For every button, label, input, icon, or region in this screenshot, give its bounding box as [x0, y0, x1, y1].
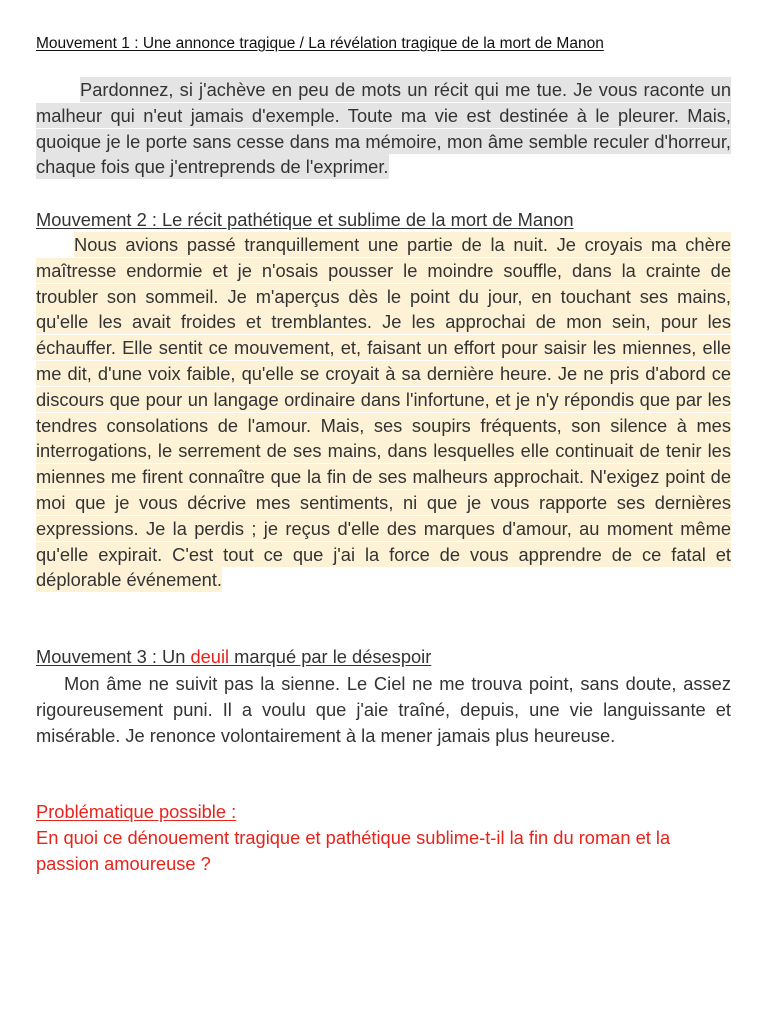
- movement-3-heading-keyword: deuil: [190, 646, 230, 667]
- movement-2-heading: Mouvement 2 : Le récit pathétique et sublime de la mort de Manon: [36, 209, 574, 230]
- movement-3-paragraph: [36, 671, 731, 748]
- movement-3-heading-end: marqué par le désespoir: [229, 646, 432, 667]
- problematique-question: En quoi ce dénouement tragique et pathétique sublime-t-il la fin du roman et la passion amoureuse ?: [36, 827, 671, 874]
- movement-1-paragraph: [36, 77, 731, 180]
- movement-1-heading: Mouvement 1 : Une annonce tragique / La révélation tragique de la mort de Manon: [36, 35, 604, 52]
- problematique-block: [36, 799, 731, 877]
- movement-2-paragraph: [36, 232, 731, 593]
- movement-3-heading-start: Mouvement 3 : Un: [36, 646, 191, 667]
- movement-2-text: Nous avions passé tranquillement une partie de la nuit. Je croyais ma chère maîtresse endormie et je n'osais pousser le moindre souffle, dans la crainte de troubler son sommeil. Je m'aperçus dès le point du jour, en touchant ses mains, qu'elle les avait froides et tremblantes. Je les approchai de mon sein, pour les échauffer. Elle sentit ce mouvement, et, faisant un effort pour saisir les miennes, elle me dit, d'une voix faible, qu'elle se croyait à sa dernière heure. Je ne pris d'abord ce discours que pour un langage ordinaire dans l'infortune, et je n'y répondis que par les tendres consolations de l'amour. Mais, ses soupirs fréquents, son silence à mes interrogations, le serrement de ses mains, dans lesquelles elle continuait de tenir les miennes me firent connaître que la fin de ses malheurs approchait. N'exigez point de moi que je vous décrive mes sentiments, ni que je vous rapporte ses dernières expressions. Je la perdis ; je reçus d'elle des marques d'amour, au moment même qu'elle expirait. C'est tout ce que j'ai la force de vous apprendre de ce fatal et déplorable événement.: [36, 234, 731, 591]
- movement-1-text: Pardonnez, si j'achève en peu de mots un récit qui me tue. Je vous raconte un malheur qui n'eut jamais d'exemple. Toute ma vie est destinée à le pleurer. Mais, quoique je le porte sans cesse dans ma mémoire, mon âme semble reculer d'horreur, chaque fois que j'entreprends de l'exprimer.: [36, 79, 731, 178]
- movement-3-text: Mon âme ne suivit pas la sienne. Le Ciel ne me trouva point, sans doute, assez rigoureusement puni. Il a voulu que j'aie traîné, depuis, une vie languissante et misérable. Je renonce volontairement à la mener jamais plus heureuse.: [36, 673, 731, 746]
- problematique-title: Problématique possible :: [36, 801, 237, 822]
- movement-3-heading: [36, 645, 431, 669]
